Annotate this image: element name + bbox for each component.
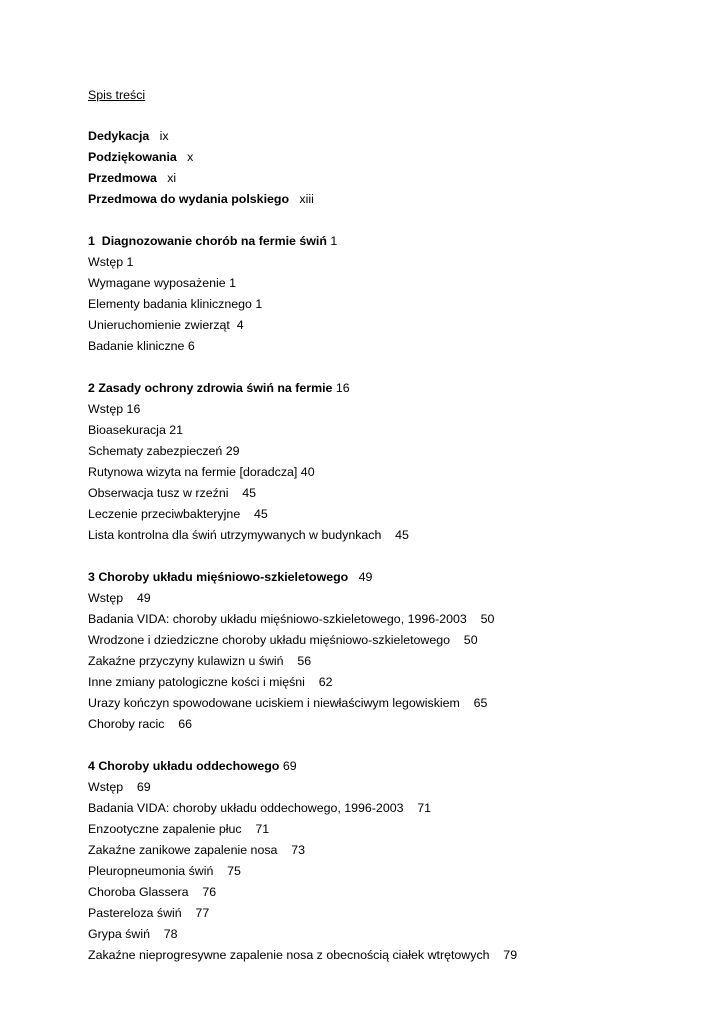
- toc-entry: Wstęp 1: [88, 255, 134, 269]
- toc-entry: Enzootyczne zapalenie płuc 71: [88, 822, 270, 836]
- toc-title: Spis treści: [88, 88, 146, 102]
- toc-entry: Leczenie przeciwbakteryjne 45: [88, 507, 268, 521]
- chapter-heading: 2 Zasady ochrony zdrowia świń na fermie 16: [88, 381, 350, 395]
- chapter-heading: 4 Choroby układu oddechowego 69: [88, 759, 297, 773]
- toc-front-item: Przedmowa xi: [88, 171, 177, 185]
- toc-front-item: Przedmowa do wydania polskiego xiii: [88, 192, 314, 206]
- toc-entry: Badania VIDA: choroby układu mięśniowo-szkieletowego, 1996-2003 50: [88, 612, 495, 626]
- toc-front-item: Podziękowania x: [88, 150, 194, 164]
- toc-entry: Schematy zabezpieczeń 29: [88, 444, 240, 458]
- toc-entry: Zakaźne nieprogresywne zapalenie nosa z obecnością ciałek wtrętowych 79: [88, 948, 518, 962]
- toc-entry: Badanie kliniczne 6: [88, 339, 195, 353]
- toc-entry: Urazy kończyn spowodowane uciskiem i niewłaściwym legowiskiem 65: [88, 696, 488, 710]
- toc-entry: Wstęp 49: [88, 591, 151, 605]
- toc-entry: Rutynowa wizyta na fermie [doradcza] 40: [88, 465, 315, 479]
- toc-entry: Wrodzone i dziedziczne choroby układu mięśniowo-szkieletowego 50: [88, 633, 478, 647]
- toc-entry: Inne zmiany patologiczne kości i mięśni 62: [88, 675, 333, 689]
- toc-entry: Bioasekuracja 21: [88, 423, 184, 437]
- toc-entry: Zakaźne zanikowe zapalenie nosa 73: [88, 843, 305, 857]
- chapter-heading: 1 Diagnozowanie chorób na fermie świń 1: [88, 234, 338, 248]
- toc-entry: Wstęp 69: [88, 780, 151, 794]
- toc-entry: Grypa świń 78: [88, 927, 178, 941]
- toc-entry: Unieruchomienie zwierząt 4: [88, 318, 244, 332]
- toc-entry: Badania VIDA: choroby układu oddechowego, 1996-2003 71: [88, 801, 432, 815]
- toc-entry: Elementy badania klinicznego 1: [88, 297, 263, 311]
- toc-entry: Choroba Glassera 76: [88, 885, 217, 899]
- toc-entry: Lista kontrolna dla świń utrzymywanych w budynkach 45: [88, 528, 409, 542]
- toc-entry: Wstęp 16: [88, 402, 141, 416]
- chapter-heading: 3 Choroby układu mięśniowo-szkieletowego 49: [88, 570, 373, 584]
- toc-entry: Obserwacja tusz w rzeźni 45: [88, 486, 257, 500]
- toc-entry: Pleuropneumonia świń 75: [88, 864, 241, 878]
- toc-entry: Wymagane wyposażenie 1: [88, 276, 236, 290]
- toc-front-item: Dedykacja ix: [88, 129, 169, 143]
- toc-entry: Zakaźne przyczyny kulawizn u świń 56: [88, 654, 312, 668]
- toc-entry: Pastereloza świń 77: [88, 906, 210, 920]
- toc-entry: Choroby racic 66: [88, 717, 192, 731]
